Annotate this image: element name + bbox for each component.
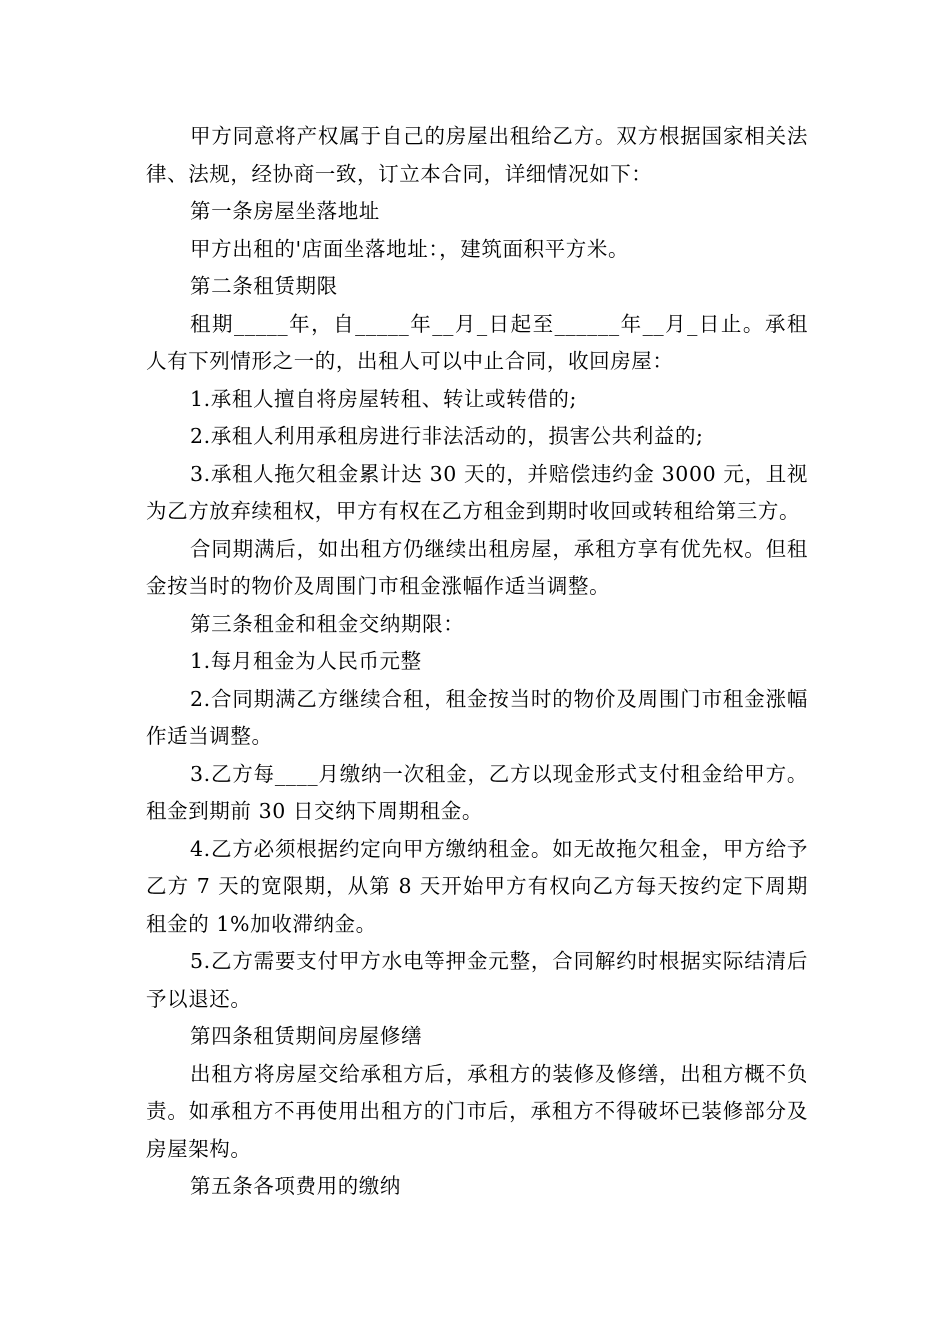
clause-arrears: 3.承租人拖欠租金累计达 30 天的，并赔偿违约金 3000 元，且视为乙方放弃续租权，甲方有权在乙方租金到期时收回或转租给第三方。 — [146, 461, 808, 523]
clause-renewal-rent: 2.合同期满乙方继续合租，租金按当时的物价及周围门市租金涨幅作适当调整。 — [146, 686, 808, 748]
heading-article-2: 第二条租赁期限 — [190, 274, 338, 298]
clause-sublet: 1.承租人擅自将房屋转租、转让或转借的; — [190, 386, 577, 411]
paragraph-lease-term: 租期_____年，自_____年__月_日起至______年__月_日止。承租人有下列情形之一的，出租人可以中止合同，收回房屋： — [146, 311, 808, 373]
paragraph-intro: 甲方同意将产权属于自己的房屋出租给乙方。双方根据国家相关法律、法规，经协商一致，订立本合同，详细情况如下： — [146, 124, 808, 186]
heading-article-3: 第三条租金和租金交纳期限： — [190, 611, 465, 636]
heading-article-4: 第四条租赁期间房屋修缮 — [190, 1024, 423, 1048]
paragraph-renewal: 合同期满后，如出租方仍继续出租房屋，承租方享有优先权。但租金按当时的物价及周围门市租金涨幅作适当调整。 — [146, 536, 808, 598]
document-page — [146, 118, 808, 1206]
heading-article-1: 第一条房屋坐落地址 — [190, 199, 380, 223]
clause-payment-cycle: 3.乙方每____月缴纳一次租金，乙方以现金形式支付租金给甲方。租金到期前 30 日交纳下周期租金。 — [146, 761, 808, 823]
heading-article-5: 第五条各项费用的缴纳 — [190, 1174, 401, 1198]
paragraph-address: 甲方出租的'店面坐落地址：，建筑面积平方米。 — [190, 236, 630, 261]
clause-late-fee: 4.乙方必须根据约定向甲方缴纳租金。如无故拖欠租金，甲方给予乙方 7 天的宽限期，从第 8 天开始甲方有权向乙方每天按约定下周期租金的 1%加收滞纳金。 — [146, 836, 808, 936]
clause-illegal-use: 2.承租人利用承租房进行非法活动的，损害公共利益的; — [190, 424, 704, 448]
clause-deposit: 5.乙方需要支付甲方水电等押金元整，合同解约时根据实际结清后予以退还。 — [146, 949, 808, 1011]
paragraph-repairs: 出租方将房屋交给承租方后，承租方的装修及修缮，出租方概不负责。如承租方不再使用出租方的门市后，承租方不得破坏已装修部分及房屋架构。 — [146, 1061, 808, 1161]
clause-monthly-rent: 1.每月租金为人民币元整 — [190, 649, 422, 673]
